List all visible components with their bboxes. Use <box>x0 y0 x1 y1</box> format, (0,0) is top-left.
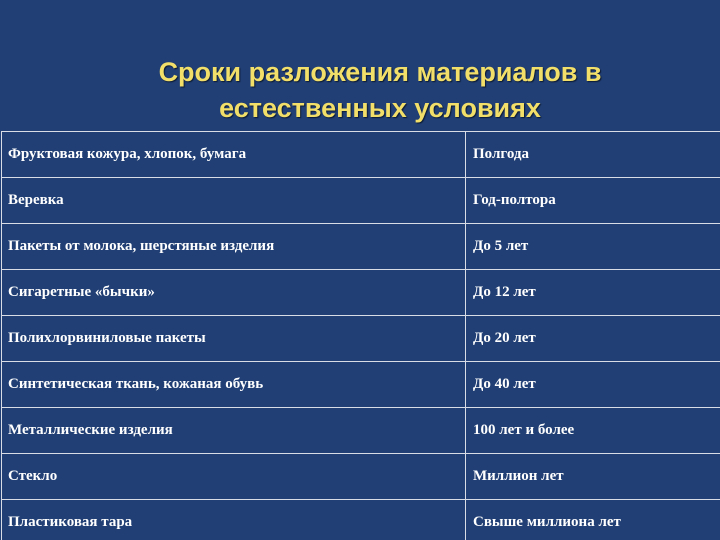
table-row <box>2 454 720 500</box>
material-cell: Сигаретные «бычки» <box>2 270 466 316</box>
decomposition-table <box>1 131 720 540</box>
table-row <box>2 408 720 454</box>
period-cell: Миллион лет <box>466 454 720 500</box>
period-cell: До 12 лет <box>466 270 720 316</box>
table-row <box>2 362 720 408</box>
period-cell: До 5 лет <box>466 224 720 270</box>
material-cell: Пластиковая тара <box>2 500 466 540</box>
material-cell: Синтетическая ткань, кожаная обувь <box>2 362 466 408</box>
material-cell: Веревка <box>2 178 466 224</box>
period-cell: Полгода <box>466 132 720 178</box>
slide-title <box>0 54 720 126</box>
title-line-1: Сроки разложения материалов в <box>158 57 602 87</box>
table-row <box>2 270 720 316</box>
material-cell: Полихлорвиниловые пакеты <box>2 316 466 362</box>
material-cell: Стекло <box>2 454 466 500</box>
table-row <box>2 224 720 270</box>
table-row <box>2 500 720 540</box>
table-row <box>2 132 720 178</box>
period-cell: До 20 лет <box>466 316 720 362</box>
period-cell: Свыше миллиона лет <box>466 500 720 540</box>
period-cell: 100 лет и более <box>466 408 720 454</box>
material-cell: Пакеты от молока, шерстяные изделия <box>2 224 466 270</box>
table-row <box>2 178 720 224</box>
material-cell: Фруктовая кожура, хлопок, бумага <box>2 132 466 178</box>
title-line-2: естественных условиях <box>219 93 541 123</box>
material-cell: Металлические изделия <box>2 408 466 454</box>
period-cell: До 40 лет <box>466 362 720 408</box>
table-row <box>2 316 720 362</box>
period-cell: Год-полтора <box>466 178 720 224</box>
